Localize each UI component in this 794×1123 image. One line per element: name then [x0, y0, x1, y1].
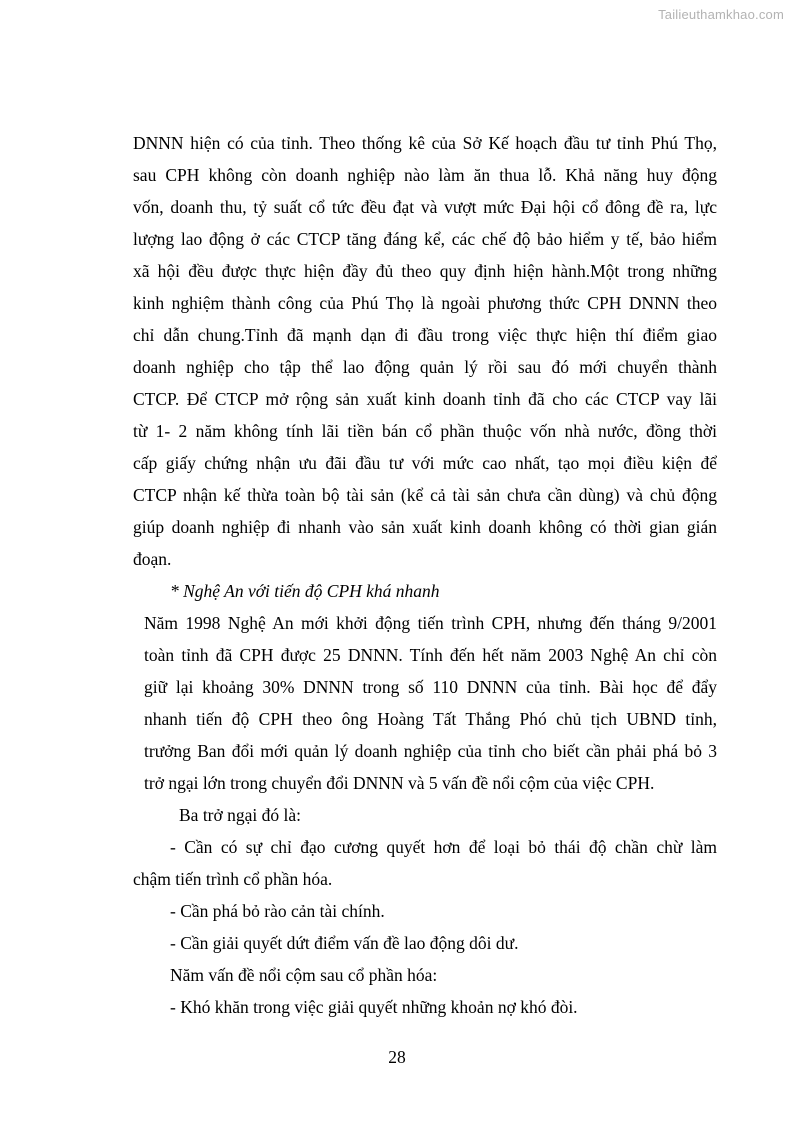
paragraph1-line: từ 1- 2 năm không tính lãi tiền bán cổ phần thuộc vốn nhà nước, đồng thời [133, 421, 717, 441]
paragraph2-line: toàn tỉnh đã CPH được 25 DNNN. Tính đến hết năm 2003 Nghệ An chỉ còn [144, 645, 717, 665]
obstacles-intro: Ba trở ngại đó là: [179, 805, 302, 825]
issues-intro: Năm vấn đề nổi cộm sau cổ phần hóa: [170, 965, 438, 985]
paragraph2-line: nhanh tiến độ CPH theo ông Hoàng Tất Thắng Phó chủ tịch UBND tỉnh, [144, 709, 717, 729]
paragraph1-line: lượng lao động ở các CTCP tăng đáng kể, các chế độ bảo hiểm y tế, bảo hiểm [133, 229, 717, 249]
paragraph1-line: kinh nghiệm thành công của Phú Thọ là ngoài phương thức CPH DNNN theo [133, 293, 717, 313]
paragraph1-line: CTCP. Để CTCP mở rộng sản xuất kinh doanh tỉnh đã cho các CTCP vay lãi [133, 389, 717, 409]
paragraph1-line: sau CPH không còn doanh nghiệp nào làm ăn thua lỗ. Khả năng huy động [133, 165, 717, 185]
paragraph2-line: Năm 1998 Nghệ An mới khởi động tiến trình CPH, nhưng đến tháng 9/2001 [144, 613, 717, 633]
paragraph1-line: CTCP nhận kế thừa toàn bộ tài sản (kể cả tài sản chưa cần dùng) và chủ động [133, 485, 717, 505]
paragraph1-line: chỉ dẫn chung.Tỉnh đã mạnh dạn đi đầu trong việc thực hiện thí điểm giao [133, 325, 717, 345]
obstacle-item: - Cần giải quyết dứt điểm vấn đề lao động dôi dư. [170, 933, 519, 953]
watermark: Tailieuthamkhao.com [658, 7, 784, 22]
obstacle-item: - Cần phá bỏ rào cản tài chính. [170, 901, 385, 921]
obstacle-item-continuation: chậm tiến trình cổ phần hóa. [133, 869, 333, 889]
page-number: 28 [388, 1047, 406, 1067]
paragraph1-line: vốn, doanh thu, tỷ suất cổ tức đều đạt và vượt mức Đại hội cổ đông đề ra, lực [133, 197, 717, 217]
paragraph1-line: DNNN hiện có của tỉnh. Theo thống kê của Sở Kế hoạch đầu tư tỉnh Phú Thọ, [133, 133, 717, 153]
paragraph1-line: doanh nghiệp cho tập thể lao động quản lý rồi sau đó mới chuyển thành [133, 357, 717, 377]
paragraph1-line: xã hội đều được thực hiện đầy đủ theo quy định hiện hành.Một trong những [133, 261, 717, 281]
section-heading-nghe-an: * Nghệ An với tiến độ CPH khá nhanh [170, 581, 440, 601]
paragraph1-line: đoạn. [133, 549, 172, 569]
issue-item: - Khó khăn trong việc giải quyết những khoản nợ khó đòi. [170, 997, 578, 1017]
paragraph1-line: cấp giấy chứng nhận ưu đãi đầu tư với mức cao nhất, tạo mọi điều kiện để [133, 453, 717, 473]
obstacle-item: - Cần có sự chỉ đạo cương quyết hơn để loại bỏ thái độ chần chừ làm [170, 837, 717, 857]
paragraph2-line: giữ lại khoảng 30% DNNN trong số 110 DNNN của tỉnh. Bài học để đẩy [144, 677, 717, 697]
paragraph2-line: trở ngại lớn trong chuyển đổi DNNN và 5 vấn đề nổi cộm của việc CPH. [144, 773, 655, 793]
paragraph1-line: giúp doanh nghiệp đi nhanh vào sản xuất kinh doanh không có thời gian gián [133, 517, 717, 537]
paragraph2-line: trưởng Ban đổi mới quản lý doanh nghiệp của tỉnh cho biết cần phải phá bỏ 3 [144, 741, 717, 761]
